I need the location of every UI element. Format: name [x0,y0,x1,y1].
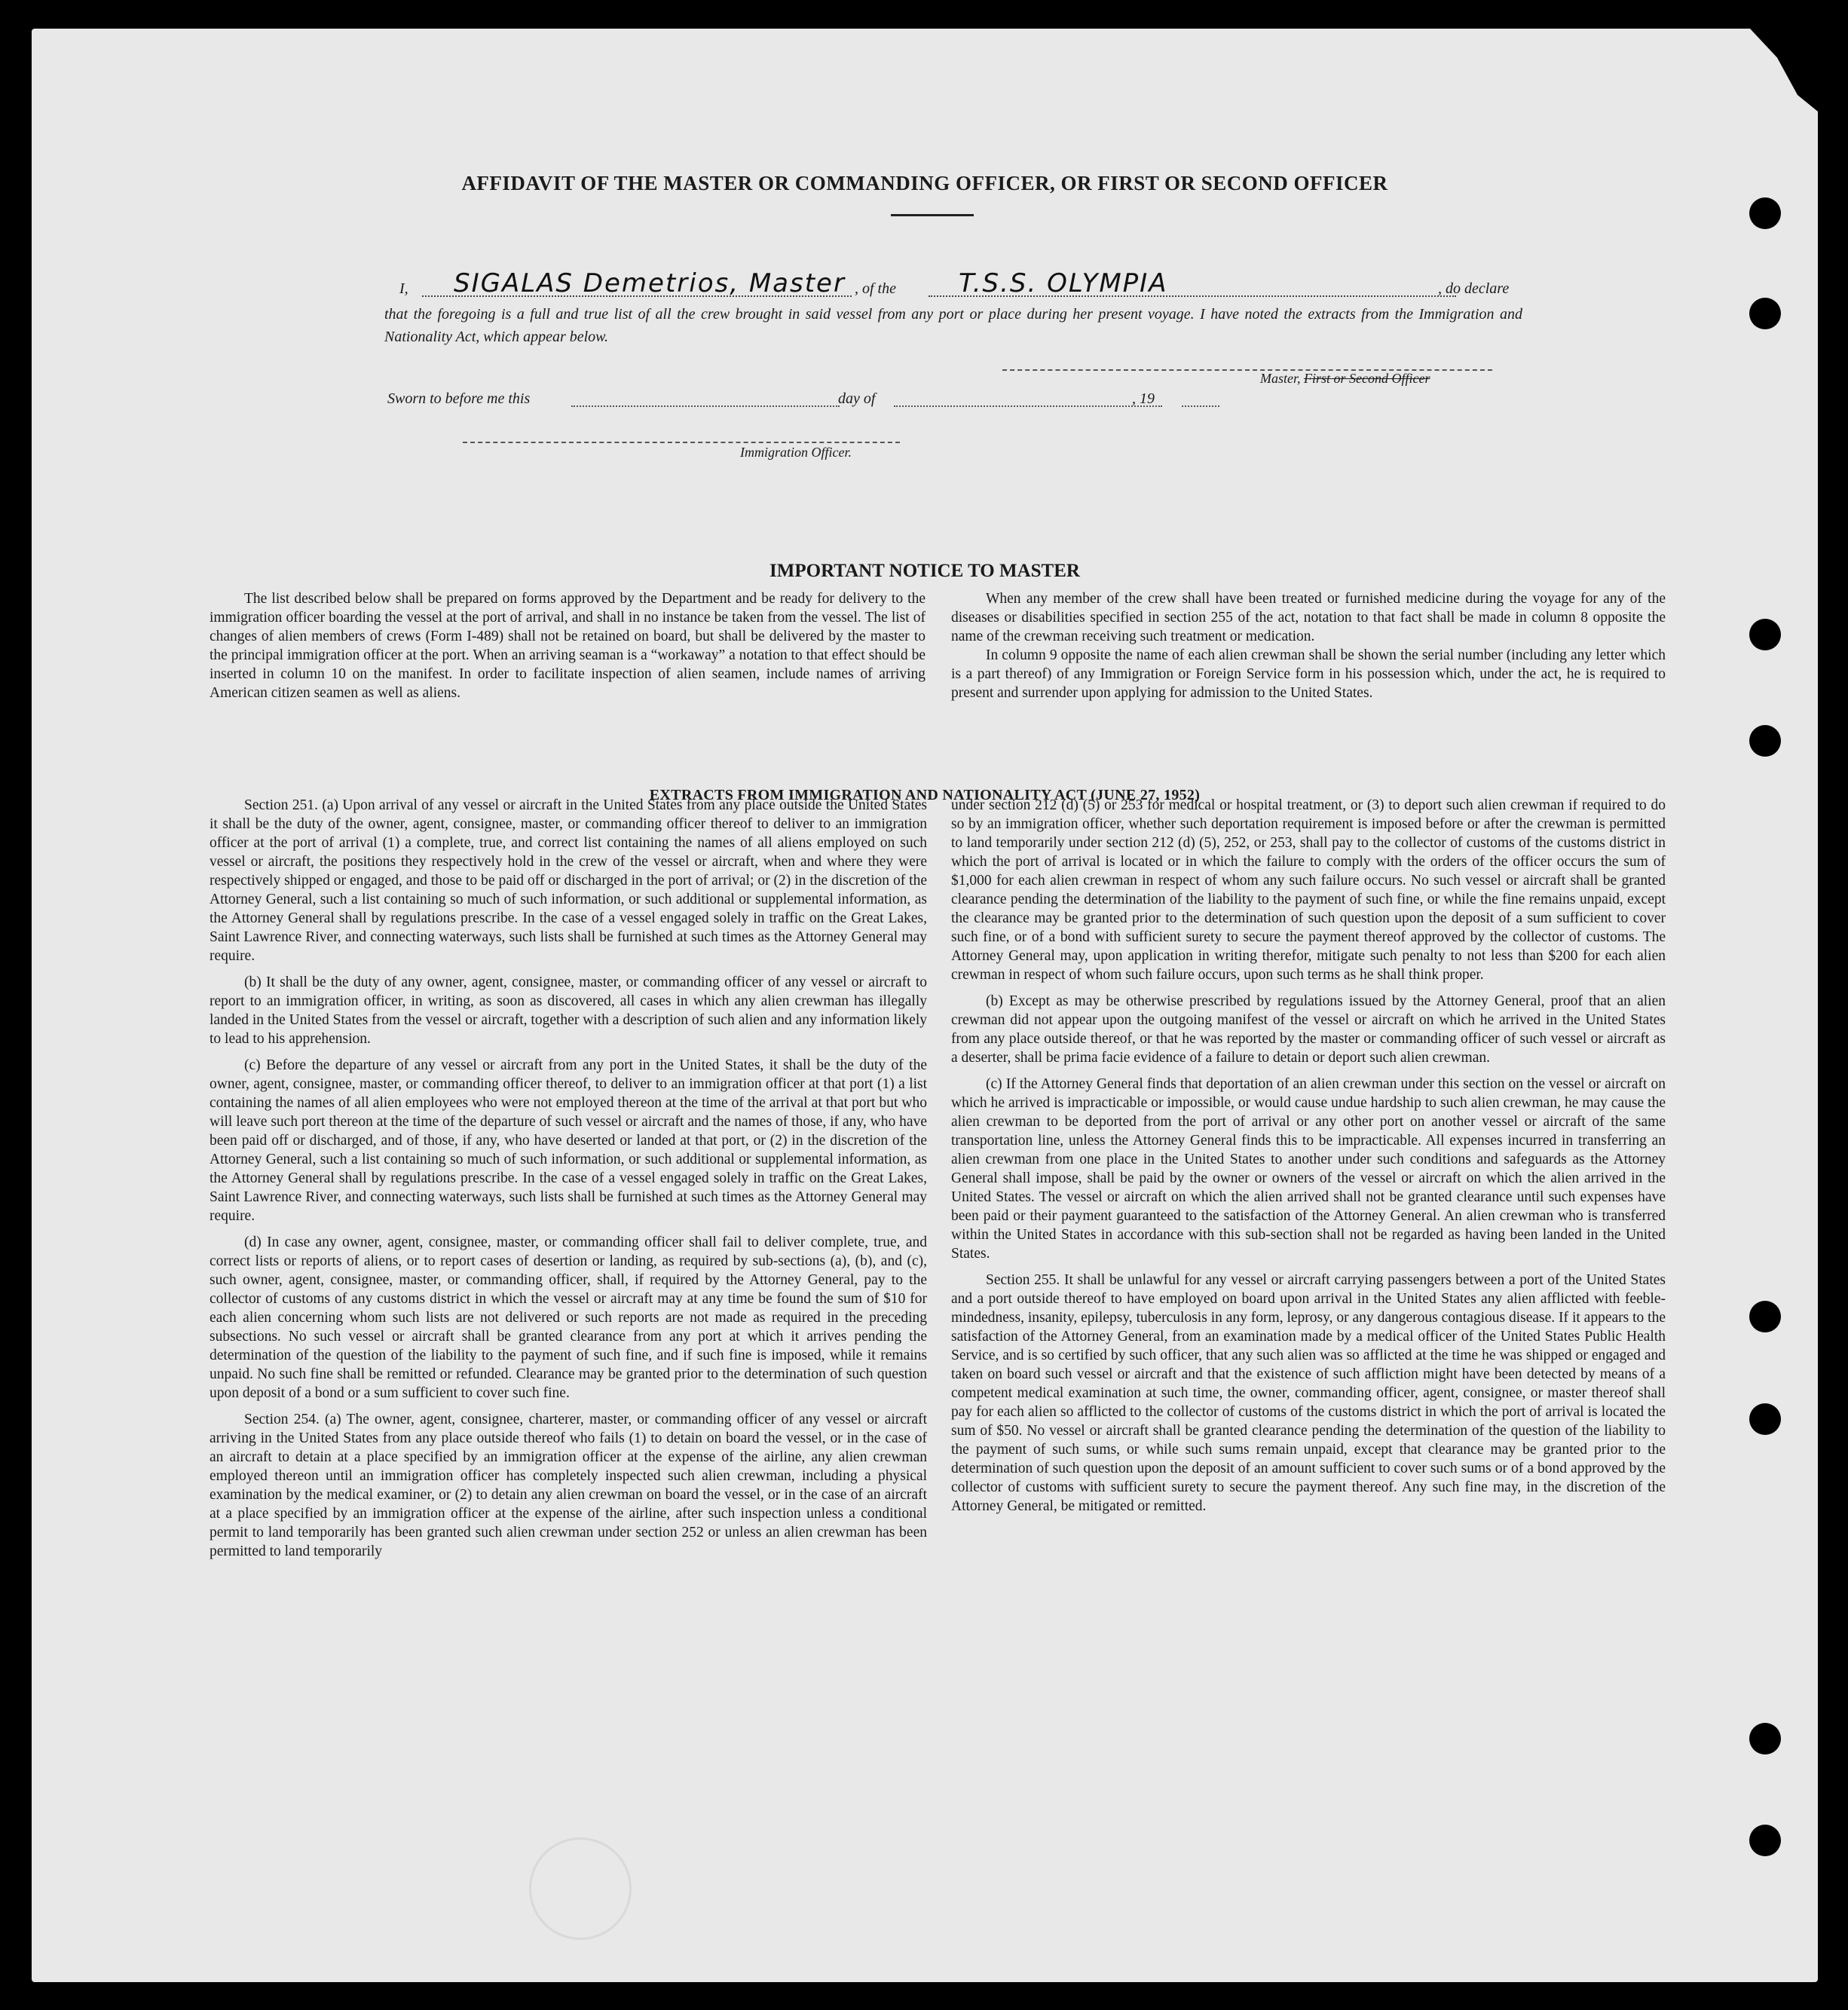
declaration-text: that the foregoing is a full and true list of all the crew brought in said vessel from any port or place during her present voyage. I have noted the extracts from the Immigration and Nationality Act, which appear below. [384,306,1522,345]
i-label: I, [399,280,408,297]
extracts-left-column [210,796,927,1561]
extracts-title: EXTRACTS FROM IMMIGRATION AND NATIONALITY ACT (JUNE 27, 1952) [649,787,1201,803]
sworn-day-line[interactable] [571,405,840,407]
binder-hole [1749,298,1781,329]
section-255: Section 255. It shall be unlawful for any vessel or aircraft carrying passengers between a port of the United States and a port outside thereof to have employed on board upon arrival in the United States any alien afflicted with feeble-mindedness, insanity, epilepsy, tuberculosis in any form, leprosy, or any dangerous contagious disease. If it appears to the satisfaction of the Attorney General, from an examination made by a medical officer of the United States Public Health Service, and is so certified by such officer, that any such alien was so afflicted at the time he was shipped or engaged and taken on board such vessel or aircraft and that the existence of such affliction might have been detected by means of a competent medical examination at such time, the owner, commanding officer, agent, consignee, or master thereof shall pay for each alien so afflicted to the collector of customs of the customs district in which the port of arrival is located the sum of $50. No vessel or aircraft shall be granted clearance pending the determination of the question of the liability to the payment of such sums, or while such sums remain unpaid, except that clearance may be granted prior to the determination of such question upon the deposit of an amount sufficient to cover such sums or of a bond approved by the collector of customs with sufficient surety to secure the payment thereof. Any such fine may, in the discretion of the Attorney General, be mitigated or remitted. [951,1272,1666,1514]
binder-hole [1749,1825,1781,1856]
caption-struck-officer: First or Second Officer [1304,371,1430,386]
torn-corner [1750,29,1818,112]
section-251-a: Section 251. (a) Upon arrival of any vessel or aircraft in the United States from any place outside the United States it shall be the duty of the owner, agent, consignee, master, or commanding officer thereof to deliver to an immigration officer at the port of arrival (1) a complete, true, and correct list containing the names of all aliens employed on such vessel or aircraft, the positions they respectively hold in the crew of the vessel or aircraft, when and where they were respectively shipped or engaged, and those to be paid off or discharged in the port of arrival; or (2) in the discretion of the Attorney General, such a list containing so much of such information, or such additional or supplemental information, as the Attorney General shall by regulations prescribe. In the case of a vessel engaged solely in traffic on the Great Lakes, Saint Lawrence River, and connecting waterways, such lists shall be furnished at such times as the Attorney General may require. [210,797,927,964]
binder-hole [1749,1403,1781,1435]
section-254-a-continued: under section 212 (d) (5) or 253 for medical or hospital treatment, or (3) to deport such alien crewman if required to do so by an immigration officer, whether such deportation requirement is imposed before or after the crewman is permitted to land temporarily under section 212 (d) (5), 252, or 253, shall pay to the collector of customs of the customs district in which the port of arrival is located or in which the failure to comply with the orders of the officer occurs the sum of $1,000 for each alien crewman in respect of whom any such failure occurs. No such vessel or aircraft shall be granted clearance pending the determination of the liability to the payment of such fine, or while the fine remains unpaid, except the clearance may be granted prior to the determination of such question upon the deposit of a sum sufficient to cover such fine, or of a bond with sufficient surety to secure the payment thereof approved by the collector of customs. The Attorney General may, upon application in writing therefor, mitigate such penalty to not less than $200 for each alien crewman in respect of whom such failure occurs, upon such terms as he shall think proper. [951,797,1666,983]
of-the-label: , of the [855,280,896,297]
section-254-a: Section 254. (a) The owner, agent, consignee, charterer, master, or commanding officer of any vessel or aircraft arriving in the United States from any place outside thereof who fails (1) to detain on board the vessel, or in the case of an aircraft to detain at a place specified by an immigration officer at the expense of the airline, any alien crewman employed thereon until an immigration officer has completely inspected such alien crewman, including a physical examination by the medical examiner, or (2) to detain any alien crewman on board the vessel, or in the case of an aircraft at a place specified by an immigration officer at the expense of the airline, after such inspection unless a conditional permit to land temporarily has been granted such alien crewman under section 252 or unless an alien crewman has been permitted to land temporarily [210,1412,927,1559]
do-declare-label: , do declare [1438,280,1510,297]
section-254-b: (b) Except as may be otherwise prescribed by regulations issued by the Attorney General, proof that an alien crewman did not appear upon the outgoing manifest of the vessel or aircraft on which he arrived in the United States from any place outside thereof, or that he was reported by the master or commanding officer of such vessel or aircraft as a deserter, shall be prima facie evidence of a failure to detain or deport such alien crewman. [951,993,1666,1066]
extracts-right-column [951,796,1666,1516]
binder-hole [1749,725,1781,757]
faint-seal-stamp [529,1837,632,1940]
affidavit-title: AFFIDAVIT OF THE MASTER OR COMMANDING OFFICER, OR FIRST OR SECOND OFFICER [461,172,1388,194]
section-254-c: (c) If the Attorney General finds that deportation of an alien crewman under this section on the vessel or aircraft on which he arrived is impracticable or impossible, or would cause undue hardship to such alien crewman, he may cause the alien crewman to be deported from the port of arrival or any other port on another vessel or aircraft of the same transportation line, unless the Attorney General finds this to be impracticable. All expenses incurred in transferring an alien crewman from one place in the United States to another under such conditions and safeguards as the Attorney General shall impose, shall be paid by the owner or owners of the vessel or aircraft on which the alien arrived in the United States. The vessel or aircraft on which the alien arrived shall not be granted clearance until such expenses have been paid or their payment guaranteed to the satisfaction of the Attorney General. An alien crewman who is transferred within the United States in accordance with this sub-section shall not be regarded as having been landed in the United States. [951,1076,1666,1262]
notice-left-paragraph: The list described below shall be prepared on forms approved by the Department and be ready for delivery to the immigration officer boarding the vessel at the port of arrival, and shall in no instance be taken from the vessel. The list of changes of alien members of crews (Form I-489) shall not be retained on board, but shall be delivered by the master to the principal immigration officer at the port. When an arriving seaman is a “workaway” a notation to that effect should be inserted in column 10 on the manifest. In order to facilitate inspection of alien seamen, include names of arriving American citizen seamen as well as aliens. [210,591,926,701]
binder-hole [1749,1723,1781,1755]
notice-left-column [210,589,926,702]
immigration-officer-caption: Immigration Officer. [740,445,852,460]
section-251-d: (d) In case any owner, agent, consignee, master, or commanding officer shall fail to deliver complete, true, and correct lists or reports of aliens, or to report cases of desertion or landing, as required by sub-sections (a), (b), and (c), such owner, agent, consignee, master, or commanding officer, shall, if required by the Attorney General, pay to the collector of customs of any customs district in which the vessel or aircraft may at any time be found the sum of $10 for each alien concerning whom such lists are not delivered or such reports are not made as required in the preceding subsections. No such vessel or aircraft shall be granted clearance from any port at which it arrives pending the determination of the question of the liability to the payment of such fine, and if such fine is imposed, while it remains unpaid. No such fine shall be remitted or refunded. Clearance may be granted prior to the determination of such question upon deposit of a bond or a sum sufficient to cover such fine. [210,1234,927,1401]
notice-right-paragraph: When any member of the crew shall have been treated or furnished medicine during the voyage for any of the diseases or disabilities specified in section 255 of the act, notation to that fact shall be made in column 8 opposite the name of the crewman receiving such treatment or medication. [951,591,1666,644]
notice-title: IMPORTANT NOTICE TO MASTER [769,561,1080,581]
title-divider [891,214,974,216]
notice-right-paragraph: In column 9 opposite the name of each alien crewman shall be shown the serial number (including any letter which is a part thereof) of any Immigration or Foreign Service form in his possession which, under the act, he is required to present and surrender upon applying for admission to the United States. [951,647,1666,701]
sworn-year-line[interactable] [1182,405,1219,407]
immigration-officer-signature-line[interactable] [463,442,900,443]
sworn-label: Sworn to before me this [387,390,531,407]
caption-master: Master, [1260,371,1301,386]
section-251-b: (b) It shall be the duty of any owner, agent, consignee, master, or commanding officer of any vessel or aircraft to report to an immigration officer, in writing, as soon as discovered, all cases in which any alien crewman has illegally landed in the United States from the vessel or aircraft, together with a description of such alien and any information likely to lead to his apprehension. [210,974,927,1047]
vessel-name-handwritten: T.S.S. OLYMPIA [959,268,1168,298]
binder-hole [1749,619,1781,650]
master-name-handwritten: SIGALAS Demetrios, Master [454,268,846,298]
day-of-label: day of [838,390,876,407]
declaration-block [363,240,1524,345]
form-sheet [32,29,1818,1982]
notice-right-column [951,589,1666,702]
sworn-month-line[interactable] [894,405,1162,407]
binder-hole [1749,1301,1781,1332]
section-251-c: (c) Before the departure of any vessel or aircraft from any port in the United States, it shall be the duty of the owner, agent, consignee, master, or commanding officer thereof, to deliver to an immigration officer at that port (1) a list containing the names of all alien employees who were not employed thereon at the time of the arrival at that port but who will leave such port thereon at the time of the departure of such vessel or aircraft and the names of those, if any, who have been paid off or discharged, and of those, if any, who have deserted or landed at that port, or (2) in the discretion of the Attorney General, such a list containing so much of such information, or such additional or supplemental information, as the Attorney General shall by regulations prescribe. In the case of a vessel engaged solely in traffic on the Great Lakes, Saint Lawrence River, and connecting waterways, such lists shall be furnished at such times as the Attorney General may require. [210,1057,927,1224]
binder-hole [1749,197,1781,229]
year-label: , 19 [1132,390,1155,407]
master-signature-caption [1260,371,1430,387]
